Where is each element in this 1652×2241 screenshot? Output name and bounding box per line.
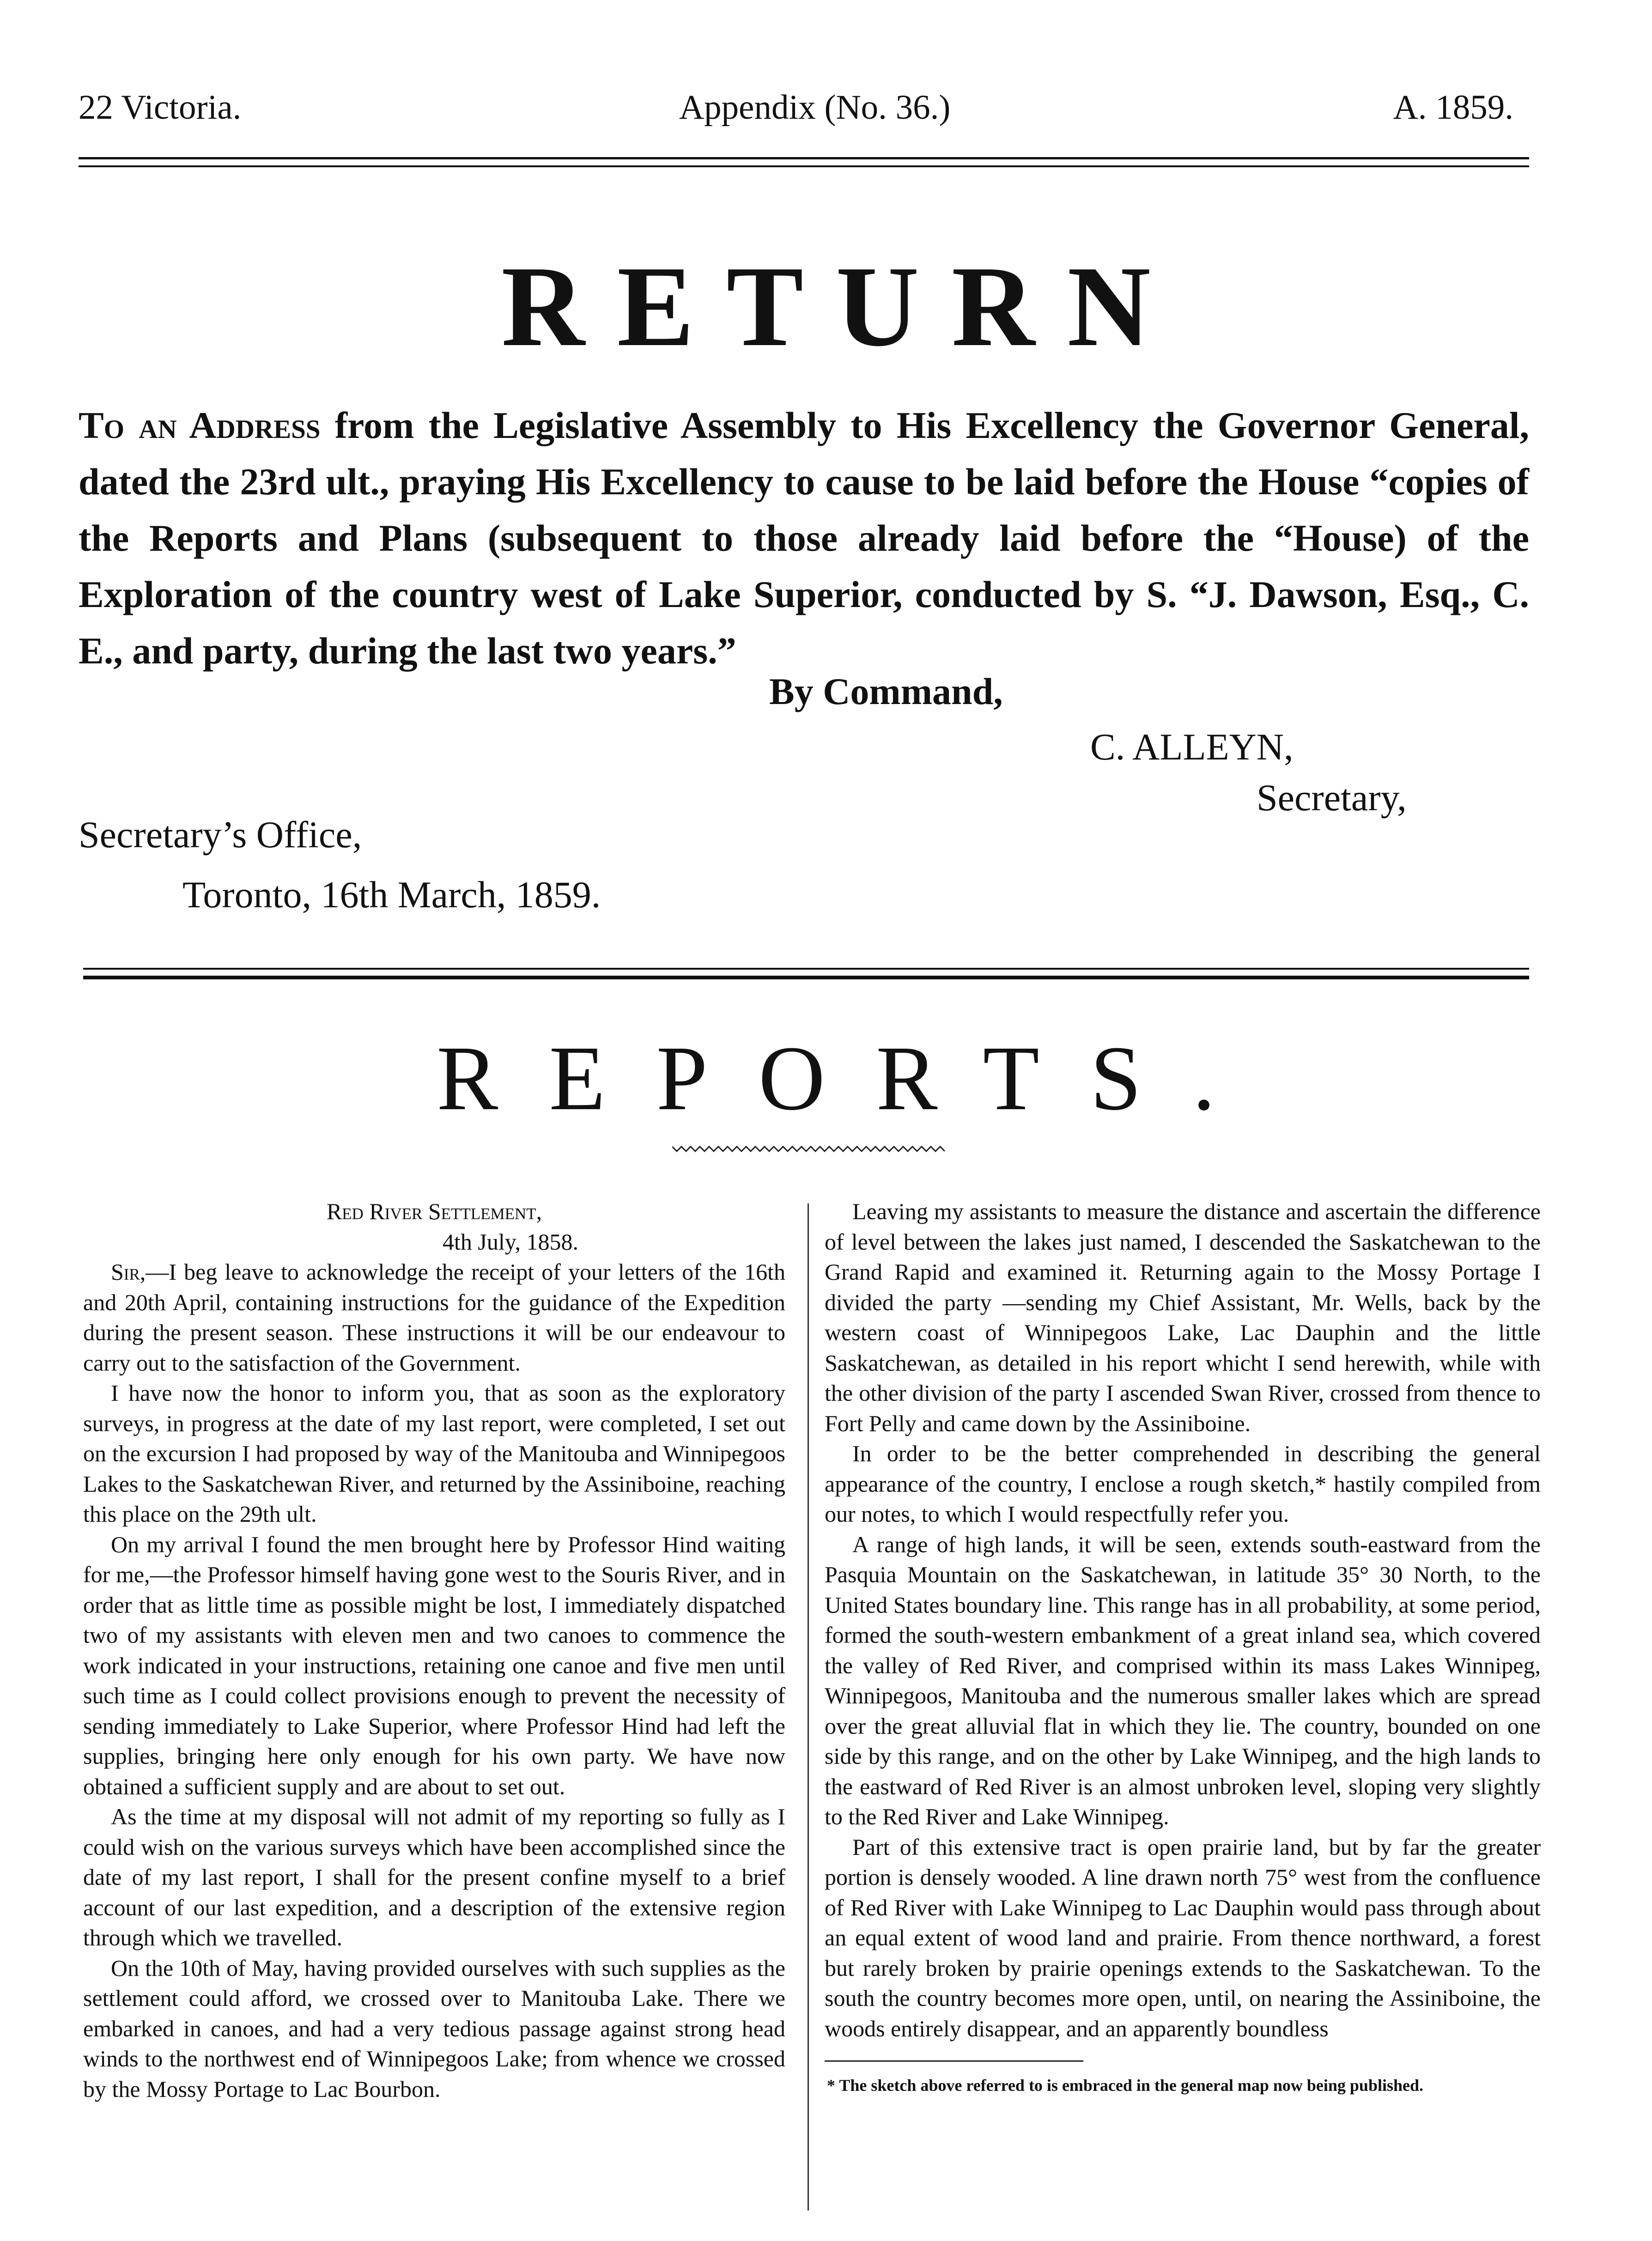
paragraph-9: Part of this extensive tract is open prairie land, but by far the greater portion is densely wooded. A line drawn north 75° west from the confluence of Red River with Lake Winnipeg to Lac Dauphin would pass through about an equal extent of wood land and prairie. From thence northward, a forest but rarely broken by prairie openings extends to the Saskatchewan. To the south the country becomes more open, until, on nearing the Assiniboine, the woods entirely disappear, and an apparently boundless (825, 1834, 1541, 2041)
footnote: * The sketch above referred to is embraced in the general map now being published. (827, 2076, 1424, 2095)
paragraph-2: I have now the honor to inform you, that as soon as the exploratory surveys, in progress at the date of my last report, were completed, I set out on the excursion I had proposed by way of the Manitouba and Winnipegoos Lakes to the Saskatchewan River, and returned by the Assiniboine, reaching this place on the 29th ult. (83, 1380, 785, 1527)
header-rule-top (79, 157, 1529, 159)
running-header-center: Appendix (No. 36.) (679, 88, 951, 127)
column-left (83, 1196, 785, 2104)
paragraph-5: On the 10th of May, having provided ourselves with such supplies as the settlement could afford, we crossed over to Manitouba Lake. There we embarked in canoes, and had a very tedious passage against strong head winds to the northwest end of Winnipegoos Lake; from whence we crossed by the Mossy Portage to Lac Bourbon. (83, 1955, 785, 2102)
address-text: from the Legislative Assembly to His Excellency the Governor General, dated the 23rd ult., praying His Excellency to cause to be laid before the House “copies of the Reports and Plans (subsequent to those already laid before the “House) of the Exploration of the country west of Lake Superior, conducted by S. “J. Dawson, Esq., C. E., and party, during the last two years.” (79, 404, 1530, 672)
signatory-role: Secretary, (1257, 777, 1407, 819)
wavy-ornament (672, 1144, 945, 1154)
paragraph-3: On my arrival I found the men brought here by Professor Hind waiting for me,—the Professor himself having gone west to the Souris River, and in order that as little time as possible might be lost, I immediately dispatched two of my assistants with eleven men and two canoes to commence the work indicated in your instructions, retaining one canoe and five men until such time as I could collect provisions enough to prevent the necessity of sending immediately to Lake Superior, where Professor Hind had left the supplies, bringing here only enough for his own party. We have now obtained a sufficient supply and are about to set out. (83, 1531, 785, 1799)
header-rule-bottom (79, 165, 1529, 167)
paragraph-8: A range of high lands, it will be seen, extends south-eastward from the Pasquia Mountain on the Saskatchewan, in latitude 35° 30 North, to the United States boundary line. This range has in all probability, at some period, formed the south-western embankment of a great inland sea, which covered the valley of Red River, and comprised within its mass Lakes Winnipeg, Winnipegoos, Manitouba and the numerous smaller lakes which are spread over the great alluvial flat in which they lie. The country, bounded on one side by this range, and on the other by Lake Winnipeg, and the high lands to the eastward of Red River is an almost unbroken level, sloping very slightly to the Red River and Lake Winnipeg. (825, 1531, 1541, 1829)
paragraph-1: Sir,—I beg leave to acknowledge the receipt of your letters of the 16th and 20th April, containing instructions for the guidance of the Expedition during the present season. These instructions it will be our endeavour to carry out to the satisfaction of the Government. (83, 1259, 785, 1376)
office-line-1: Secretary’s Office, (79, 814, 362, 856)
reports-title: REPORTS. (436, 1027, 1266, 1130)
address-lead: To an Address (79, 404, 321, 446)
column-right (825, 1196, 1541, 2044)
running-header-left: 22 Victoria. (79, 88, 242, 127)
paragraph-4: As the time at my disposal will not admit of my reporting so fully as I could wish on the various surveys which have been accomplished since the date of my last report, I shall for the present confine myself to a brief account of our last expedition, and a description of the extensive region through which we travelled. (83, 1804, 785, 1950)
section-rule-top (83, 968, 1529, 970)
column-separator (808, 1203, 809, 2211)
signatory-name: C. ALLEYN, (1090, 726, 1294, 768)
section-rule-bottom (83, 976, 1529, 979)
paragraph-7: In order to be the better comprehended in describing the general appearance of the country, I enclose a rough sketch,* hastily compiled from our notes, to which I would respectfully refer you. (825, 1440, 1541, 1527)
running-header-right: A. 1859. (1393, 88, 1513, 127)
salutation: Sir, (111, 1259, 146, 1285)
paragraph-6: Leaving my assistants to measure the distance and ascertain the difference of level between the lakes just named, I descended the Saskatchewan to the Grand Rapid and examined it. Returning again to the Mossy Portage I divided the party —sending my Chief Assistant, Mr. Wells, back by the western coast of Winnipegoos Lake, Lac Dauphin and the little Saskatchewan, as detailed in his report whicht I send herewith, while with the other division of the party I ascended Swan River, crossed from thence to Fort Pelly and came down by the Assiniboine. (825, 1198, 1541, 1436)
address-paragraph (79, 397, 1529, 679)
footnote-rule (825, 2060, 1083, 2062)
return-title: RETURN (501, 243, 1183, 370)
by-command: By Command, (769, 670, 1003, 712)
letter-place: Red River Settlement, (326, 1198, 542, 1224)
letter-date: 4th July, 1858. (443, 1228, 578, 1255)
office-line-2: Toronto, 16th March, 1859. (182, 874, 601, 916)
